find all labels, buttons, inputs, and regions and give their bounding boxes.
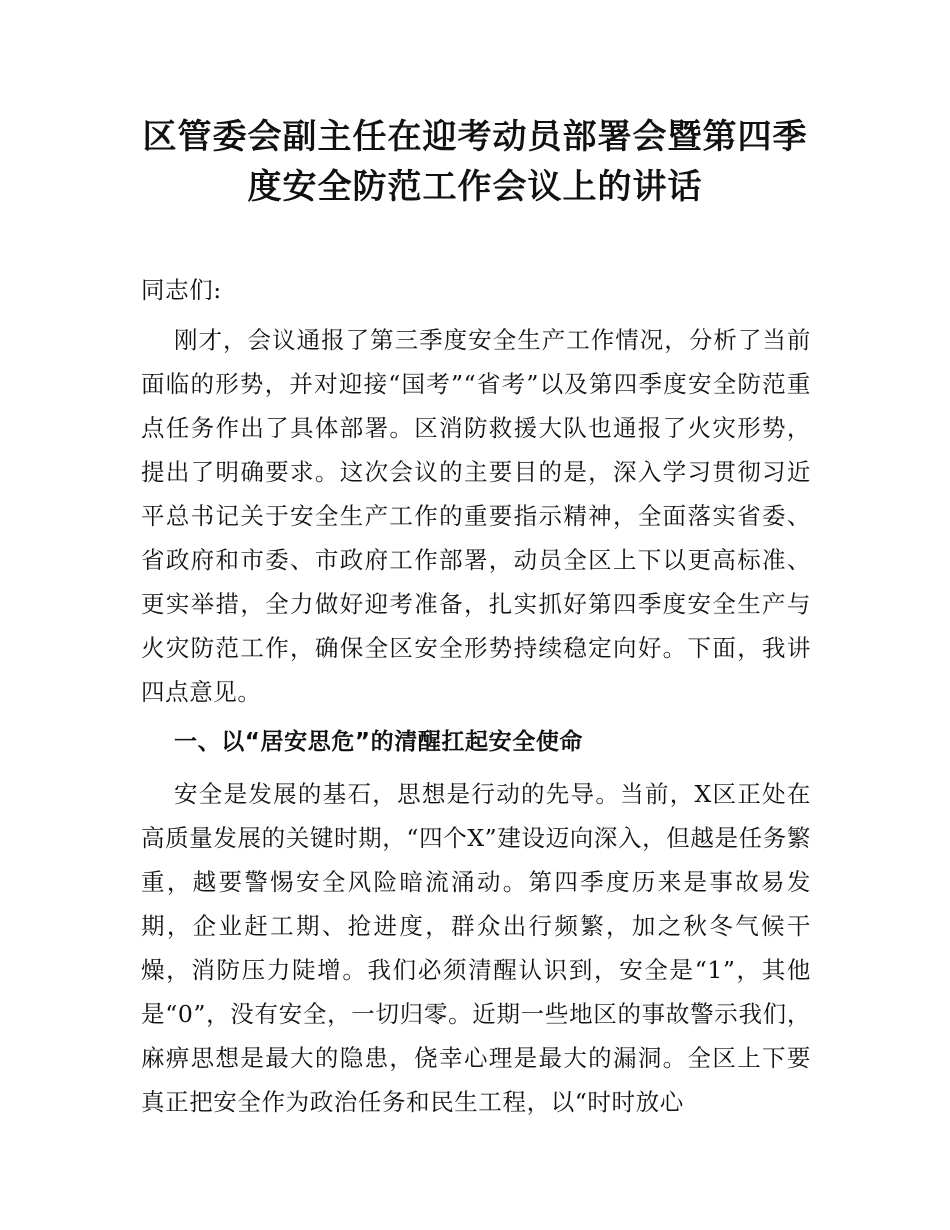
salutation: 同志们: (141, 276, 222, 304)
document-title: 区管委会副主任在迎考动员部署会暨第四季度安全防范工作会议上的讲话 (142, 117, 808, 207)
document-body (141, 268, 811, 1124)
section-heading-1: 一、以“居安思危”的清醒扛起安全使命 (174, 729, 584, 755)
paragraph-section-1: 安全是发展的基石，思想是行动的先导。当前，X区正处在高质量发展的关键时期，“四个X”建设迈向深入，但越是任务繁重，越要警惕安全风险暗流涌动。第四季度历来是事故易发期，企业赶工期、抢进度，群众出行频繁，加之秋冬气候干燥，消防压力陡增。我们必须清醒认识到，安全是“1”，其他是“0”，没有安全，一切归零。近期一些地区的事故警示我们，麻痹思想是最大的隐患，侥幸心理是最大的漏洞。全区上下要真正把安全作为政治任务和民生工程，以“时时放心 (141, 780, 811, 1116)
paragraph-opening: 刚才，会议通报了第三季度安全生产工作情况，分析了当前面临的形势，并对迎接“国考”“省考”以及第四季度安全防范重点任务作出了具体部署。区消防救援大队也通报了火灾形势，提出了明确要求。这次会议的主要目的是，深入学习贯彻习近平总书记关于安全生产工作的重要指示精神，全面落实省委、省政府和市委、市政府工作部署，动员全区上下以更高标准、更实举措，全力做好迎考准备，扎实抓好第四季度安全生产与火灾防范工作，确保全区安全形势持续稳定向好。下面，我讲四点意见。 (141, 326, 811, 706)
